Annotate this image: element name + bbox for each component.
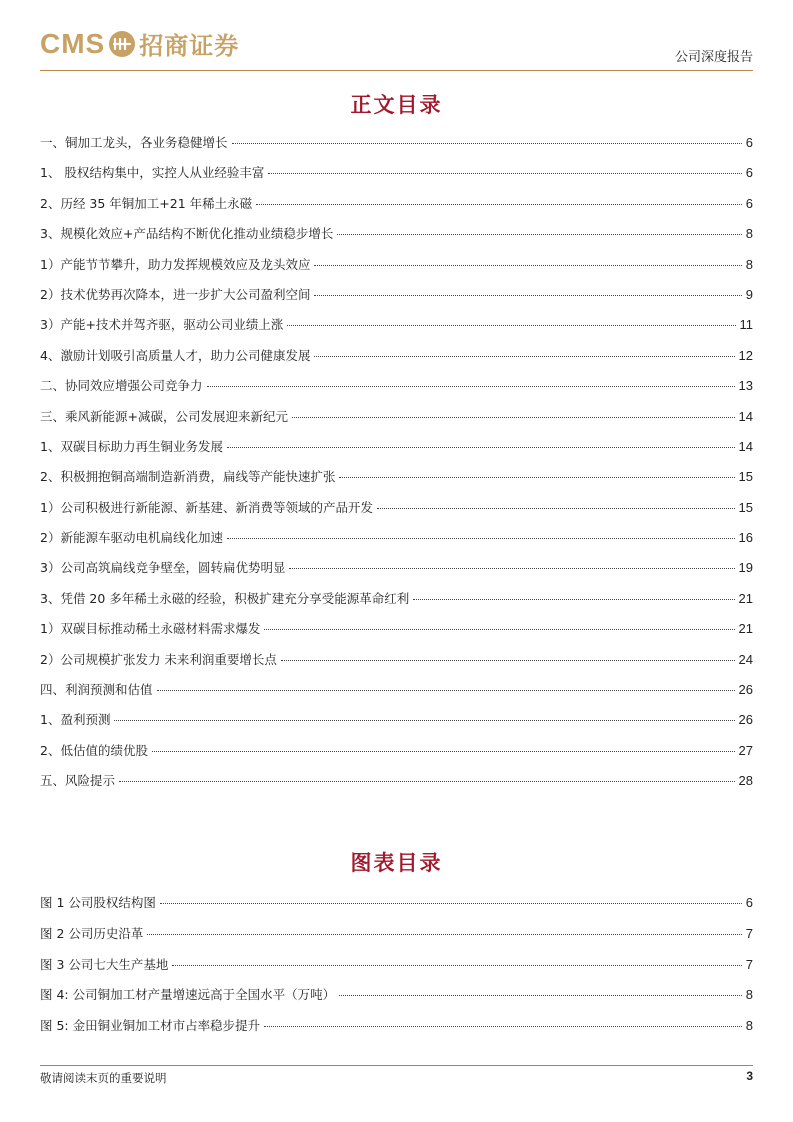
dot-leader	[339, 477, 734, 478]
toc-entry-title: 图 1 公司股权结构图	[40, 895, 156, 910]
figure-toc-entry[interactable]	[40, 924, 753, 955]
toc-entry-page: 15	[738, 469, 753, 485]
toc-entry-page: 8	[745, 1018, 753, 1034]
toc-entry[interactable]	[40, 467, 753, 497]
toc-entry-page: 14	[738, 438, 753, 454]
toc-entry-title: 1、双碳目标助力再生铜业务发展	[40, 438, 223, 454]
logo-cms-text: CMS	[40, 27, 106, 59]
figure-toc-title: 图表目录	[350, 850, 443, 875]
logo-cn-text: 招商证券	[139, 31, 240, 60]
toc-entry-page: 8	[745, 256, 753, 272]
toc-entry[interactable]	[40, 163, 753, 193]
toc-entry-page: 24	[738, 651, 753, 667]
toc-entry-title: 4、激励计划吸引高质量人才，助力公司健康发展	[40, 347, 311, 363]
toc-entry-title: 二、协同效应增强公司竞争力	[40, 378, 203, 394]
dot-leader	[232, 143, 742, 144]
toc-entry-page: 9	[745, 286, 753, 302]
toc-entry[interactable]	[40, 741, 753, 771]
toc-entry-page: 26	[738, 712, 753, 728]
dot-leader	[157, 690, 735, 691]
toc-entry-page: 26	[738, 682, 753, 698]
dot-leader	[287, 325, 735, 326]
toc-entry-title: 图 4: 公司铜加工材产量增速远高于全国水平（万吨）	[40, 987, 336, 1003]
toc-entry-title: 3、凭借 20 多年稀土永磁的经验，积极扩建充分享受能源革命红利	[40, 590, 410, 606]
toc-entry-title: 2、历经 35 年铜加工+21 年稀土永磁	[40, 195, 253, 211]
toc-entry-page: 21	[738, 590, 753, 606]
figure-toc-entry[interactable]	[40, 893, 753, 924]
toc-entry-page: 13	[738, 378, 753, 394]
toc-entry-page: 6	[745, 195, 753, 211]
footer-divider	[40, 1065, 753, 1066]
company-logo	[40, 26, 239, 61]
toc-entry-title: 四、利润预测和估值	[40, 682, 153, 698]
toc-entry-title: 1、盈利预测	[40, 712, 111, 728]
toc-entry-title: 图 2 公司历史沿革	[40, 925, 144, 941]
toc-entry-page: 14	[738, 408, 753, 424]
dot-leader	[227, 447, 735, 448]
header-divider	[40, 70, 753, 71]
toc-entry-page: 12	[738, 347, 753, 363]
toc-entry-title: 2）技术优势再次降本，进一步扩大公司盈利空间	[40, 286, 311, 302]
toc-entry-page: 21	[738, 621, 753, 637]
toc-entry[interactable]	[40, 589, 753, 619]
figure-toc-entry[interactable]	[40, 985, 753, 1016]
toc-entry[interactable]	[40, 315, 753, 345]
dot-leader	[264, 1026, 742, 1027]
dot-leader	[264, 629, 734, 630]
dot-leader	[281, 660, 735, 661]
toc-entry[interactable]	[40, 558, 753, 588]
toc-entry[interactable]	[40, 346, 753, 376]
dot-leader	[377, 508, 735, 509]
figure-toc-list	[40, 893, 753, 1047]
logo-badge-icon	[109, 31, 135, 57]
toc-entry[interactable]	[40, 650, 753, 680]
figure-toc-entry[interactable]	[40, 1016, 753, 1047]
toc-entry[interactable]	[40, 680, 753, 710]
toc-entry-page: 6	[745, 135, 753, 150]
dot-leader	[147, 934, 741, 935]
toc-entry[interactable]	[40, 224, 753, 254]
toc-entry-title: 图 3 公司七大生产基地	[40, 956, 169, 972]
dot-leader	[292, 417, 735, 418]
toc-entry-title: 2、低估值的绩优股	[40, 742, 148, 758]
dot-leader	[268, 173, 741, 174]
dot-leader	[160, 903, 742, 904]
page-header	[40, 26, 753, 72]
page-number: 3	[746, 1069, 753, 1083]
document-type: 公司深度报告	[674, 50, 753, 65]
dot-leader	[289, 568, 734, 569]
toc-entry-title: 3）产能+技术并驾齐驱，驱动公司业绩上涨	[40, 317, 284, 333]
dot-leader	[227, 538, 735, 539]
toc-entry-title: 图 5: 金田铜业铜加工材市占率稳步提升	[40, 1018, 261, 1034]
toc-entry[interactable]	[40, 133, 753, 163]
dot-leader	[314, 295, 741, 296]
toc-entry-title: 3、规模化效应+产品结构不断优化推动业绩稳步增长	[40, 226, 334, 242]
toc-entry[interactable]	[40, 771, 753, 801]
toc-entry[interactable]	[40, 619, 753, 649]
toc-entry-title: 三、乘风新能源+减碳，公司发展迎来新纪元	[40, 408, 288, 424]
toc-entry[interactable]	[40, 255, 753, 285]
toc-entry-page: 6	[745, 895, 753, 910]
toc-entry-title: 1）公司积极进行新能源、新基建、新消费等领域的产品开发	[40, 499, 373, 515]
dot-leader	[114, 720, 734, 721]
toc-entry-page: 27	[738, 742, 753, 758]
toc-entry-page: 16	[738, 530, 753, 546]
dot-leader	[256, 204, 742, 205]
toc-entry-page: 6	[745, 165, 753, 181]
toc-entry-page: 28	[738, 773, 753, 789]
toc-entry[interactable]	[40, 407, 753, 437]
toc-entry-page: 15	[738, 499, 753, 515]
toc-entry-title: 一、铜加工龙头，各业务稳健增长	[40, 135, 228, 150]
toc-entry[interactable]	[40, 194, 753, 224]
toc-entry[interactable]	[40, 498, 753, 528]
toc-entry-title: 3）公司高筑扁线竞争壁垒，圆转扁优势明显	[40, 560, 286, 576]
toc-entry-page: 11	[739, 317, 753, 333]
toc-entry-title: 2）新能源车驱动电机扁线化加速	[40, 530, 223, 546]
dot-leader	[207, 386, 735, 387]
dot-leader	[314, 356, 734, 357]
toc-entry-page: 8	[745, 226, 753, 242]
disclaimer-note: 敬请阅读末页的重要说明	[40, 1071, 167, 1085]
dot-leader	[314, 265, 741, 266]
dot-leader	[339, 995, 742, 996]
toc-entry-page: 7	[745, 956, 753, 972]
dot-leader	[337, 234, 741, 235]
toc-entry[interactable]	[40, 710, 753, 740]
dot-leader	[172, 965, 741, 966]
dot-leader	[119, 781, 735, 782]
toc-entry-title: 五、风险提示	[40, 773, 116, 789]
toc-entry-title: 2、积极拥抱铜高端制造新消费，扁线等产能快速扩张	[40, 469, 336, 485]
toc-entry-page: 8	[745, 987, 753, 1003]
toc-entry-title: 2）公司规模扩张发力 未来利润重要增长点	[40, 651, 277, 667]
toc-entry[interactable]	[40, 285, 753, 315]
toc-entry[interactable]	[40, 437, 753, 467]
main-toc-title: 正文目录	[350, 92, 443, 117]
figure-toc-entry[interactable]	[40, 955, 753, 986]
toc-entry[interactable]	[40, 376, 753, 406]
toc-entry-title: 1、 股权结构集中，实控人从业经验丰富	[40, 165, 265, 181]
dot-leader	[413, 599, 734, 600]
toc-entry-title: 1）双碳目标推动稀土永磁材料需求爆发	[40, 621, 261, 637]
toc-entry-page: 7	[745, 925, 753, 941]
toc-entry[interactable]	[40, 528, 753, 558]
toc-entry-title: 1）产能节节攀升，助力发挥规模效应及龙头效应	[40, 256, 311, 272]
toc-entry-page: 19	[738, 560, 753, 576]
main-toc-list	[40, 133, 753, 802]
dot-leader	[152, 751, 735, 752]
